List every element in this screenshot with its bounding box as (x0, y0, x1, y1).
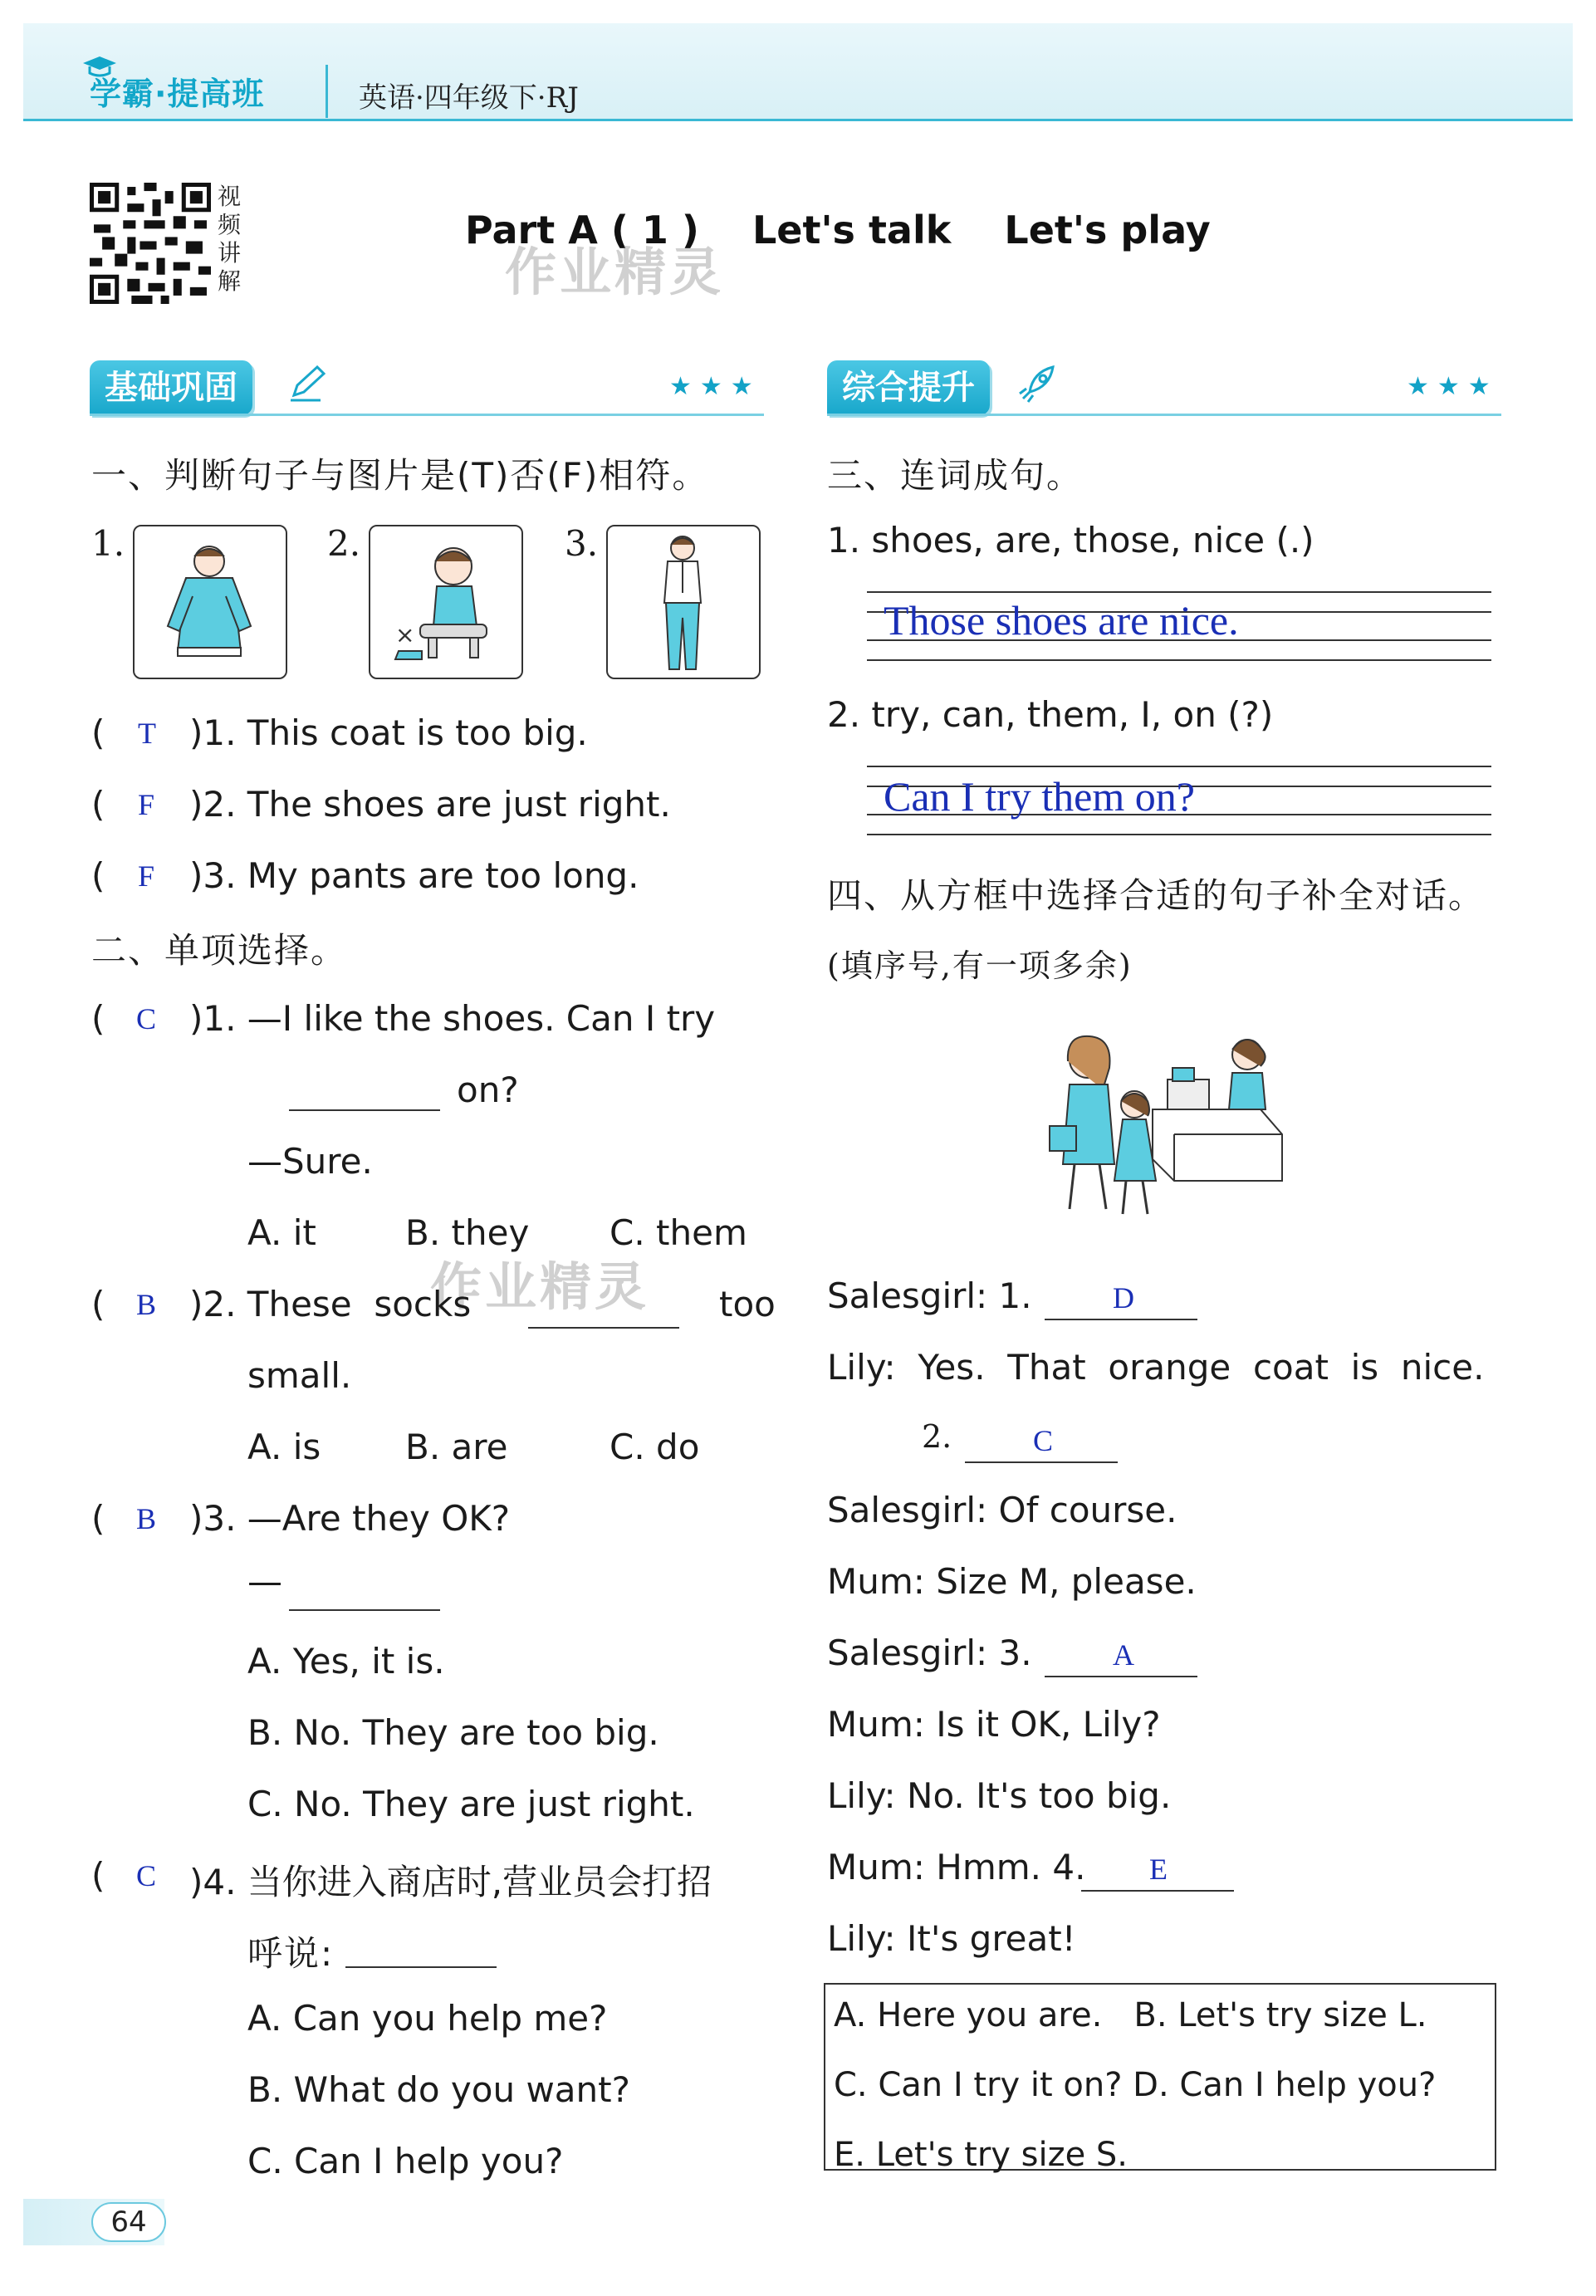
tf-item-3: )3. My pants are too long. (189, 855, 639, 896)
dialogue-line-6: Mum: Is it OK, Lily? (827, 1704, 1161, 1745)
blank-line (1081, 1890, 1234, 1892)
pic-number: 3. (565, 523, 599, 564)
mc-q4-option-a[interactable]: A. Can you help me? (247, 1998, 608, 2039)
picture-shoes (369, 525, 523, 679)
mc-q2-line1a: )2. These socks (189, 1284, 472, 1324)
page-number: 64 (91, 2202, 166, 2242)
video-note-char: 频 (218, 211, 242, 238)
answer-mc-4[interactable]: C (136, 1859, 157, 1892)
tf-item-1: )1. This coat is too big. (189, 712, 588, 753)
video-note-char: 讲 (218, 239, 242, 267)
mc-q1-line2: on? (457, 1070, 519, 1110)
dialogue-answer-1[interactable]: D (1113, 1281, 1134, 1314)
picture-pants (606, 525, 761, 679)
dialogue-line-9: Lily: It's great! (827, 1918, 1076, 1959)
video-note-char: 视 (218, 183, 242, 210)
shop-illustration (1045, 1018, 1290, 1234)
blank-line (528, 1327, 679, 1329)
mc-q2-option-b[interactable]: B. are (405, 1427, 508, 1467)
pic-number: 1. (91, 523, 125, 564)
section-badge-basic: 基础巩固 (90, 360, 252, 415)
qr-code-icon (90, 183, 211, 304)
sentence-q1-answer[interactable]: Those shoes are nice. (884, 597, 1239, 644)
section4-subheading: (填序号,有一项多余) (827, 947, 1133, 984)
video-note-char: 解 (218, 267, 242, 295)
mc-q1-option-c[interactable]: C. them (610, 1212, 747, 1253)
mc-q3-line2: — (247, 1561, 282, 1602)
paren-open: ( (91, 712, 105, 753)
paren-open: ( (91, 1498, 105, 1539)
mc-q3-option-c[interactable]: C. No. They are just right. (247, 1784, 695, 1824)
page-title: Part A ( 1 ) Let's talk Let's play (465, 208, 1211, 252)
paren-open: ( (91, 1855, 105, 1896)
writing-line (867, 766, 1491, 767)
mc-q2-line2: small. (247, 1355, 352, 1396)
brand-name: 学霸·提高班 (90, 76, 265, 112)
watermark: 作业精灵 (430, 1256, 650, 1317)
paren-open: ( (91, 1284, 105, 1324)
mc-q2-line1b: too (719, 1284, 776, 1324)
writing-line (867, 659, 1491, 661)
picture-coat (133, 525, 287, 679)
dialogue-answer-4[interactable]: E (1149, 1853, 1168, 1886)
mc-q1-line1: )1. —I like the shoes. Can I try (189, 998, 716, 1039)
section-badge-advanced: 综合提升 (827, 360, 990, 415)
section2-heading: 二、单项选择。 (91, 930, 348, 971)
qr-code[interactable] (90, 183, 211, 304)
mc-q3-line1: )3. —Are they OK? (189, 1498, 511, 1539)
watermark: 作业精灵 (505, 242, 725, 302)
answer-mc-3[interactable]: B (136, 1502, 157, 1535)
blank-line (1045, 1676, 1197, 1677)
blank-line (1045, 1319, 1197, 1320)
paren-open: ( (91, 784, 105, 825)
section4-heading: 四、从方框中选择合适的句子补全对话。 (827, 875, 1486, 916)
answer-tf-1[interactable]: T (138, 717, 156, 750)
shop-scene-icon (1045, 1018, 1290, 1234)
section1-heading: 一、判断句子与图片是(T)否(F)相符。 (91, 455, 709, 496)
mc-q4-option-c[interactable]: C. Can I help you? (247, 2141, 564, 2181)
sentence-q1-prompt: 1. shoes, are, those, nice (.) (827, 520, 1314, 561)
tf-item-2: )2. The shoes are just right. (189, 784, 671, 825)
paren-open: ( (91, 998, 105, 1039)
dialogue-line-4: Mum: Size M, please. (827, 1561, 1197, 1602)
paren-open: ( (91, 855, 105, 896)
mc-q2-option-c[interactable]: C. do (610, 1427, 700, 1467)
sentence-q2-prompt: 2. try, can, them, I, on (?) (827, 694, 1274, 735)
dialogue-answer-2[interactable]: C (1033, 1424, 1054, 1457)
difficulty-stars: ★★★ (1407, 372, 1499, 401)
mc-q1-line3: —Sure. (247, 1141, 373, 1182)
writing-line (867, 591, 1491, 593)
choice-row-2: C. Can I try it on? D. Can I help you? (834, 2066, 1437, 2104)
dialogue-line-8: Mum: Hmm. 4. (827, 1847, 1086, 1887)
rocket-icon (1016, 362, 1060, 405)
section3-heading: 三、连词成句。 (827, 455, 1084, 496)
choice-row-3: E. Let's try size S. (834, 2136, 1128, 2174)
svg-text:×: × (395, 621, 415, 649)
blank-line (289, 1609, 440, 1611)
blank-line (965, 1461, 1118, 1463)
mc-q3-option-b[interactable]: B. No. They are too big. (247, 1712, 659, 1753)
dialogue-line-2b: 2. (922, 1418, 952, 1455)
writing-line (867, 834, 1491, 835)
mc-q1-option-b[interactable]: B. they (405, 1212, 530, 1253)
choice-row-1: A. Here you are. B. Let's try size L. (834, 1996, 1427, 2034)
difficulty-stars: ★★★ (669, 372, 761, 401)
dialogue-line-3: Salesgirl: Of course. (827, 1490, 1177, 1530)
blank-line (345, 1966, 497, 1968)
video-note (218, 183, 246, 296)
dialogue-line-7: Lily: No. It's too big. (827, 1775, 1172, 1816)
dialogue-line-2: Lily: Yes. That orange coat is nice. (827, 1347, 1485, 1388)
answer-mc-1[interactable]: C (136, 1002, 157, 1035)
dialogue-line-5: Salesgirl: 3. (827, 1633, 1032, 1673)
dialogue-line-1: Salesgirl: 1. (827, 1275, 1032, 1316)
boy-shoes-icon (370, 526, 521, 678)
book-title: 英语·四年级下·RJ (359, 81, 579, 115)
pencil-icon (287, 362, 330, 405)
sentence-q2-answer[interactable]: Can I try them on? (884, 773, 1195, 820)
answer-tf-3[interactable]: F (138, 859, 155, 893)
boy-pants-icon (608, 526, 759, 678)
answer-tf-2[interactable]: F (138, 788, 155, 821)
answer-mc-2[interactable]: B (136, 1288, 157, 1321)
dialogue-answer-3[interactable]: A (1113, 1638, 1134, 1672)
mc-q4-option-b[interactable]: B. What do you want? (247, 2069, 630, 2110)
blank-line (289, 1109, 440, 1111)
mc-q4-line1: )4. 当你进入商店时,营业员会打招 (189, 1862, 712, 1902)
header-divider (326, 65, 328, 118)
boy-coat-icon (135, 526, 286, 678)
section-underline (90, 414, 764, 416)
pic-number: 2. (327, 523, 361, 564)
mc-q3-option-a[interactable]: A. Yes, it is. (247, 1641, 445, 1682)
section-underline (827, 414, 1501, 416)
mc-q4-line2: 呼说: (247, 1933, 335, 1974)
mc-q2-option-a[interactable]: A. is (247, 1427, 321, 1467)
mc-q1-option-a[interactable]: A. it (247, 1212, 316, 1253)
